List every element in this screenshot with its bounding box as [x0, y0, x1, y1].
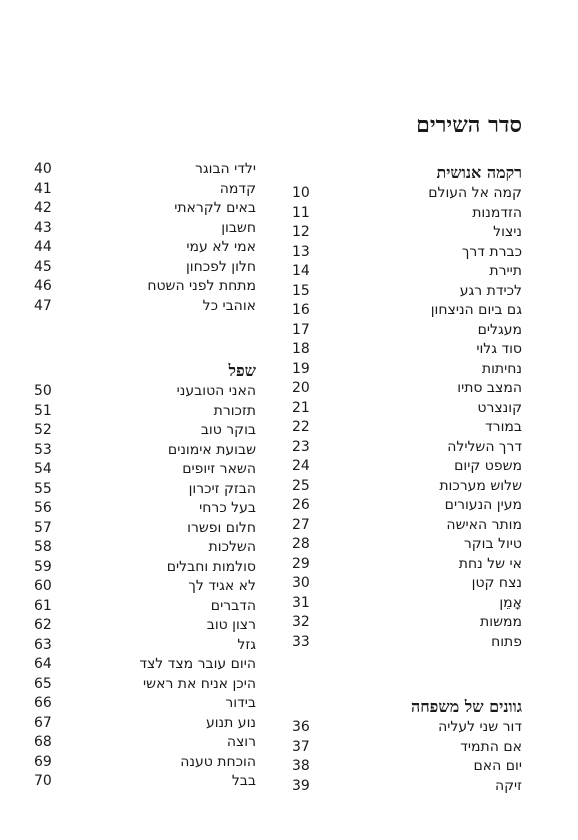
song-title: נצח קטן — [471, 575, 522, 591]
page-number: 60 — [34, 578, 52, 594]
page-number: 65 — [34, 675, 52, 692]
page-number: 66 — [34, 695, 52, 711]
toc-entry — [292, 360, 522, 380]
toc-entry — [292, 282, 522, 302]
toc-entry — [292, 633, 522, 653]
song-title: הדברים — [210, 597, 256, 614]
toc-entry — [34, 558, 256, 578]
page-number: 55 — [34, 480, 52, 497]
song-title: ילדי הבוגר — [194, 161, 256, 177]
toc-column-left — [34, 160, 256, 792]
song-title: האני הטובעני — [176, 383, 256, 399]
song-title: אם התמיד — [460, 738, 522, 755]
toc-entry — [292, 457, 522, 477]
song-title: היכן אניח את ראשי — [143, 675, 256, 692]
song-title: גזל — [237, 636, 256, 653]
page-number: 62 — [34, 617, 52, 633]
song-title: ממשות — [480, 614, 522, 630]
song-title: שלוש מערכות — [439, 477, 522, 494]
toc-entry — [292, 555, 522, 575]
song-title: ניצול — [493, 224, 522, 240]
page-number: 46 — [34, 278, 52, 294]
toc-entry — [292, 594, 522, 614]
toc-entry — [292, 399, 522, 419]
page-number: 70 — [34, 773, 52, 789]
toc-entry — [34, 480, 256, 500]
page-number: 30 — [292, 575, 310, 591]
page-number: 43 — [34, 219, 52, 236]
toc-entry — [292, 738, 522, 758]
toc-entry — [34, 597, 256, 617]
toc-entry — [292, 757, 522, 777]
page-number: 63 — [34, 636, 52, 653]
page-title: סדר השירים — [416, 112, 522, 138]
toc-entry — [34, 297, 256, 317]
toc-entry — [34, 199, 256, 219]
song-title: קמה אל העולם — [428, 185, 522, 201]
song-title: בידור — [225, 695, 256, 711]
page-number: 19 — [292, 360, 310, 377]
toc-entry — [34, 160, 256, 180]
section-spacer — [292, 652, 522, 694]
page-number: 50 — [34, 383, 52, 399]
page-number: 64 — [34, 656, 52, 672]
toc-entry — [292, 184, 522, 204]
toc-entry — [292, 321, 522, 341]
song-title: רוצה — [226, 734, 256, 750]
song-title: השאר זיופים — [182, 461, 256, 477]
toc-entry — [34, 219, 256, 239]
toc-entry — [34, 733, 256, 753]
page-number: 58 — [34, 539, 52, 555]
page-number: 16 — [292, 302, 310, 318]
song-title: רצון טוב — [206, 617, 256, 633]
song-title: היום עובר מצד לצד — [139, 656, 256, 672]
page-number: 33 — [292, 633, 310, 650]
page-number: 54 — [34, 461, 52, 477]
section-heading: גוונים של משפחה — [411, 697, 522, 716]
song-title: המצב סתיו — [457, 380, 522, 396]
toc-entry — [34, 258, 256, 278]
page-number: 29 — [292, 555, 310, 572]
toc-column-right — [292, 160, 522, 796]
page-number: 59 — [34, 558, 52, 575]
toc-entry — [292, 340, 522, 360]
song-title: סולמות וחבלים — [166, 558, 256, 575]
page-number: 15 — [292, 282, 310, 299]
page-number: 26 — [292, 497, 310, 513]
page-number: 17 — [292, 321, 310, 338]
toc-entry — [292, 777, 522, 797]
toc-entry — [34, 636, 256, 656]
song-title: זיקה — [494, 777, 522, 794]
page-number: 40 — [34, 161, 52, 177]
song-title: תיירת — [489, 263, 522, 279]
toc-entry — [292, 438, 522, 458]
song-title: חשבון — [221, 219, 256, 236]
page-number: 41 — [34, 180, 52, 197]
toc-entry — [292, 262, 522, 282]
toc-entry — [34, 238, 256, 258]
song-title: אי של נחת — [458, 555, 522, 572]
song-title: הבזק זיכרון — [188, 480, 256, 497]
song-title: לכידת רגע — [459, 282, 522, 299]
page-number: 67 — [34, 714, 52, 731]
song-title: משפט קיום — [454, 458, 522, 474]
song-title: נחיתות — [481, 360, 522, 377]
section-heading: רקמה אנושית — [436, 163, 522, 182]
toc-entry — [292, 301, 522, 321]
song-title: בעל כרחי — [199, 500, 256, 516]
page-number: 25 — [292, 477, 310, 494]
song-title: בוקר טוב — [200, 422, 256, 438]
page-number: 24 — [292, 458, 310, 474]
page-number: 21 — [292, 399, 310, 416]
page-number: 51 — [34, 402, 52, 419]
song-title: בבל — [231, 773, 256, 789]
toc-entry — [34, 675, 256, 695]
toc-entry — [34, 772, 256, 792]
page-number: 27 — [292, 516, 310, 533]
toc-entry — [34, 538, 256, 558]
toc-entry — [34, 421, 256, 441]
song-title: פתוח — [491, 633, 522, 650]
page-number: 36 — [292, 719, 310, 735]
page-number: 39 — [292, 777, 310, 794]
song-title: אָמֵן — [499, 594, 522, 611]
song-title: לא אגיד לך — [188, 578, 256, 594]
song-title: חלון לפכחון — [185, 258, 256, 275]
song-title: שבועת אימונים — [167, 441, 256, 458]
page-number: 52 — [34, 422, 52, 438]
song-title: הוכחת טענה — [180, 753, 256, 770]
page-number: 32 — [292, 614, 310, 630]
song-title: טיול בוקר — [463, 536, 522, 552]
song-title: במורד — [485, 419, 522, 435]
song-title: חלום ופשרו — [187, 519, 256, 536]
page-number: 28 — [292, 536, 310, 552]
page-number: 12 — [292, 224, 310, 240]
page-number: 68 — [34, 734, 52, 750]
toc-entry — [292, 204, 522, 224]
song-title: יום האם — [473, 758, 522, 774]
song-title: אמי לא עמי — [186, 239, 256, 255]
toc-entry — [34, 616, 256, 636]
section-spacer — [34, 316, 256, 358]
song-title: נוע תנוע — [205, 714, 256, 731]
toc-entry — [34, 714, 256, 734]
toc-entry — [34, 753, 256, 773]
song-title: מעין הנעורים — [444, 497, 522, 513]
toc-entry — [292, 613, 522, 633]
page-number: 42 — [34, 200, 52, 216]
page-number: 69 — [34, 753, 52, 770]
song-title: מותר האישה — [446, 516, 522, 533]
song-title: מעגלים — [477, 321, 522, 338]
page-number: 44 — [34, 239, 52, 255]
song-title: גם ביום הניצחון — [430, 302, 522, 318]
toc-entry — [34, 402, 256, 422]
toc-entry — [34, 655, 256, 675]
toc-entry — [292, 535, 522, 555]
song-title: מתחת לפני השטח — [147, 278, 256, 294]
page-number: 45 — [34, 258, 52, 275]
song-title: השלכות — [208, 539, 256, 555]
toc-section — [34, 160, 256, 316]
toc-section — [292, 162, 522, 652]
song-title: קונצרט — [477, 399, 522, 416]
toc-entry — [34, 577, 256, 597]
toc-entry — [292, 574, 522, 594]
toc-entry — [34, 180, 256, 200]
toc-section — [292, 696, 522, 796]
page-number: 53 — [34, 441, 52, 458]
page-number: 20 — [292, 380, 310, 396]
toc-entry — [292, 516, 522, 536]
toc-entry — [34, 519, 256, 539]
toc-section — [34, 360, 256, 792]
toc-entry — [34, 460, 256, 480]
page-number: 56 — [34, 500, 52, 516]
page-number: 10 — [292, 185, 310, 201]
toc-entry — [292, 496, 522, 516]
toc-entry — [292, 418, 522, 438]
page-number: 14 — [292, 263, 310, 279]
song-title: באים לקראתי — [174, 200, 256, 216]
toc-entry — [292, 223, 522, 243]
toc-entry — [34, 277, 256, 297]
section-heading: שפל — [228, 361, 256, 380]
song-title: דור שני לעליה — [438, 719, 522, 735]
toc-entry — [292, 718, 522, 738]
page-number: 11 — [292, 204, 310, 221]
song-title: אוהבי כל — [202, 297, 256, 314]
toc-entry — [292, 477, 522, 497]
song-title: דרך השלילה — [447, 438, 522, 455]
song-title: קדמה — [219, 180, 256, 197]
page-number: 31 — [292, 594, 310, 611]
page-number: 18 — [292, 341, 310, 357]
toc-entry — [34, 499, 256, 519]
toc-entry — [34, 441, 256, 461]
toc-entry — [34, 694, 256, 714]
song-title: הזדמנות — [472, 204, 522, 221]
page-number: 61 — [34, 597, 52, 614]
page-number: 13 — [292, 243, 310, 260]
page-number: 23 — [292, 438, 310, 455]
toc-entry — [34, 382, 256, 402]
page-number: 47 — [34, 297, 52, 314]
page-number: 38 — [292, 758, 310, 774]
page-number: 22 — [292, 419, 310, 435]
page-number: 57 — [34, 519, 52, 536]
song-title: סוד גלוי — [476, 341, 522, 357]
toc-entry — [292, 379, 522, 399]
song-title: תזכורת — [213, 402, 256, 419]
toc-entry — [292, 243, 522, 263]
page-number: 37 — [292, 738, 310, 755]
song-title: כברת דרך — [461, 243, 522, 260]
